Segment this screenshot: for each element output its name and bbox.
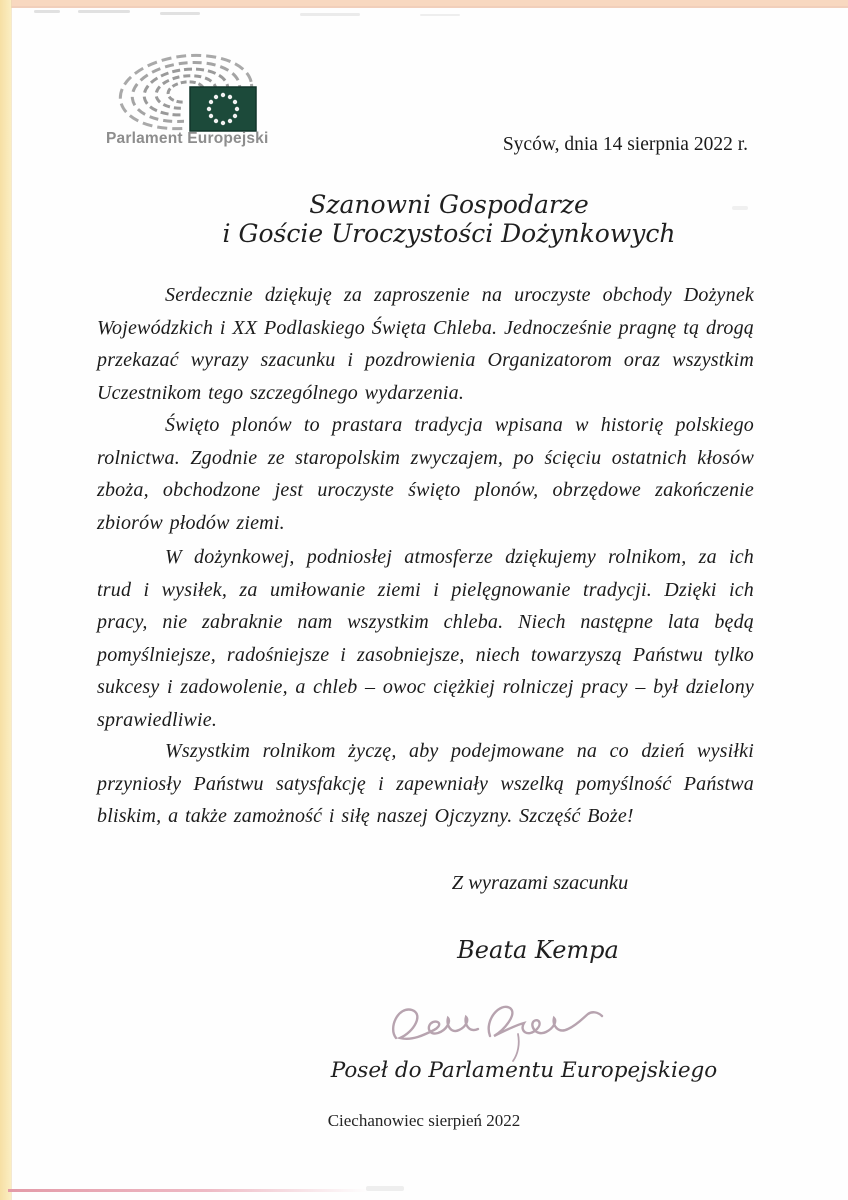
date-line: Syców, dnia 14 sierpnia 2022 r. xyxy=(502,134,748,155)
body-paragraph-2: Święto plonów to prastara tradycja wpisana w historię polskiego rolnictwa. Zgodnie ze staropolskim zwyczajem, po ścięciu ostatnich kłosów zboża, obchodzone jest uroczyste święto plonów, obrzędowe zakończenie zbiorów płodów ziemi. xyxy=(97,414,754,534)
scan-smudge xyxy=(420,14,460,16)
scan-edge-left-line xyxy=(11,0,12,1200)
handwritten-signature-icon xyxy=(378,994,634,1064)
valediction: Z wyrazami szacunku xyxy=(451,872,629,894)
european-parliament-logo-icon xyxy=(106,52,276,136)
salutation-line-2: i Goście Uroczystości Dożynkowych xyxy=(222,219,676,248)
body-paragraph-1: Serdecznie dziękuję za zaproszenie na uroczyste obchody Dożynek Wojewódzkich i XX Podlaskiego Święta Chleba. Jednocześnie pragnę tą drogą przekazać wyrazy szacunku i pozdrowienia Organizatorom oraz wszystkim Uczestnikom tego szczególnego wydarzenia. xyxy=(97,284,754,404)
signer-title: Poseł do Parlamentu Europejskiego xyxy=(330,1058,718,1083)
logo-wordmark: Parlament Europejski xyxy=(106,130,269,147)
scan-smudge xyxy=(34,10,60,13)
body-paragraph-3: W dożynkowej, podniosłej atmosferze dziękujemy rolnikom, za ich trud i wysiłek, za umiłowanie ziemi i pielęgnowanie tradycji. Dzięki ich pracy, nie zabraknie nam wszystkim chleba. Niech następne lata będą pomyślniejsze, radośniejsze i zasobniejsze, niech towarzyszą Państwu tylko sukcesy i zadowolenie, a chleb – owoc ciężkiej rolniczej pracy – był dzielony sprawiedliwie. xyxy=(97,546,754,731)
scan-smudge xyxy=(160,12,200,15)
signer-name: Beata Kempa xyxy=(457,936,619,964)
scan-edge-left xyxy=(0,0,11,1200)
footer-note: Ciechanowiec sierpień 2022 xyxy=(327,1111,521,1130)
scan-edge-bottom-line xyxy=(8,1189,368,1192)
scan-smudge xyxy=(300,13,360,16)
scan-smudge xyxy=(78,10,130,13)
salutation-line-1: Szanowni Gospodarze xyxy=(309,190,589,219)
scan-smudge xyxy=(366,1186,404,1191)
body-paragraph-4: Wszystkim rolnikom życzę, aby podejmowane na co dzień wysiłki przyniosły Państwu satysfakcję i zapewniały wszelką pomyślność Państwa bliskim, a także zamożność i siłę naszej Ojczyzny. Szczęść Boże! xyxy=(97,740,754,828)
scan-edge-top-line xyxy=(0,6,848,8)
salutation xyxy=(97,190,801,248)
